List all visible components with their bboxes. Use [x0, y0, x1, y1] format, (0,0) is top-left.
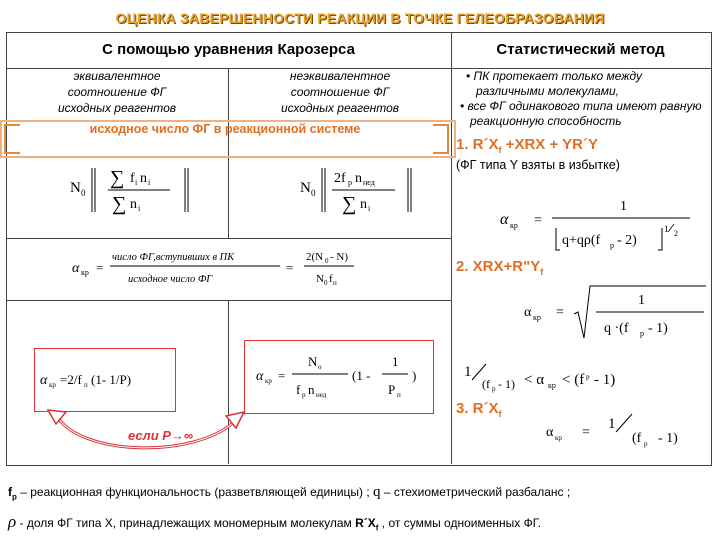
svg-text:): ) — [412, 368, 417, 383]
svg-text:исходное число ФГ: исходное число ФГ — [128, 274, 213, 285]
svg-text:р: р — [586, 373, 590, 381]
svg-text:α: α — [72, 261, 80, 276]
row-divider-1 — [6, 238, 451, 239]
initial-fg-label: исходное число ФГ в реакционной системе — [89, 122, 361, 136]
statistical-assumptions — [456, 69, 706, 129]
svg-text:кр: кр — [533, 313, 541, 322]
svg-text:кр: кр — [555, 434, 562, 442]
equivalent-line-1: эквивалентное — [73, 69, 161, 83]
svg-text:< α: < α — [524, 372, 545, 388]
case-3-heading: 3. $R´X_f$ — [456, 400, 502, 419]
case-3-formula — [540, 406, 710, 456]
svg-text:о: о — [318, 363, 322, 371]
svg-text:< (f: < (f — [562, 372, 585, 388]
svg-text:р: р — [610, 241, 614, 250]
svg-text:кр: кр — [265, 377, 272, 385]
svg-text:кр: кр — [548, 381, 556, 390]
svg-text:2(N: 2(N — [306, 251, 324, 263]
svg-text:i: i — [138, 204, 141, 213]
svg-text:=: = — [278, 368, 286, 383]
svg-text:п: п — [84, 381, 88, 389]
sum-symbol-bottom: ∑ — [112, 193, 127, 215]
svg-text:- 1): - 1) — [498, 377, 515, 391]
limit-label: если Р→∞ — [128, 428, 194, 443]
svg-text:i: i — [135, 178, 138, 187]
right-header — [451, 32, 710, 68]
svg-text:n: n — [360, 197, 367, 212]
column-divider — [451, 32, 452, 464]
svg-text:α: α — [546, 425, 554, 440]
svg-text:α: α — [40, 373, 48, 388]
svg-text:нед: нед — [316, 391, 327, 399]
nonequivalent-text — [230, 68, 450, 116]
svg-text:число ФГ,вступивших в ПК: число ФГ,вступивших в ПК — [112, 252, 235, 263]
svg-text:кр: кр — [510, 221, 518, 230]
svg-text:1: 1 — [664, 224, 669, 234]
svg-text:1: 1 — [392, 354, 399, 369]
case-1-note: (ФГ типа Y взяты в избытке) — [456, 158, 620, 172]
svg-text:=: = — [534, 213, 542, 228]
case-2-heading: 2. $XRX+R"Y_f$ — [456, 258, 544, 277]
svg-text:нед: нед — [363, 178, 375, 187]
svg-text:α: α — [256, 369, 264, 384]
svg-text:кр: кр — [81, 268, 89, 277]
initial-fg-bracket-left — [4, 124, 20, 154]
alpha-definition-formula — [72, 244, 432, 294]
svg-text:f: f — [329, 273, 333, 285]
case-2-formula — [520, 282, 710, 344]
footer-line-2: ρ - доля ФГ типа Х, принадлежащих мономерным молекулам $R´X_f$ , от суммы одноименных ФГ. — [8, 512, 542, 533]
nonequivalent-line-3: исходных реагентов — [280, 101, 400, 115]
svg-text:п: п — [397, 391, 401, 399]
svg-text:=: = — [582, 425, 590, 440]
svg-text:1: 1 — [608, 416, 616, 432]
svg-text:q ·(f: q ·(f — [604, 321, 629, 336]
svg-text:п: п — [333, 279, 337, 287]
svg-text:i: i — [368, 204, 371, 213]
n0-subscript: 0 — [81, 188, 86, 198]
nonequivalent-line-1: неэквивалентное — [289, 69, 391, 83]
svg-text:- 1): - 1) — [594, 372, 616, 388]
svg-text:1: 1 — [464, 364, 472, 380]
svg-text:(f: (f — [632, 431, 642, 446]
left-header-text: С помощью уравнения Карозерса — [102, 41, 355, 58]
svg-text:- 1): - 1) — [658, 431, 678, 446]
svg-text:=: = — [96, 260, 104, 275]
svg-text:р: р — [644, 440, 648, 448]
case-1-heading: 1. $R´X_f +XRX$ + YR´Y — [456, 136, 598, 155]
svg-text:0: 0 — [325, 257, 329, 265]
svg-text:- 2): - 2) — [617, 233, 637, 248]
case-1-formula — [490, 188, 710, 256]
equivalent-text — [8, 68, 226, 116]
assumption-2: • все ФГ одинакового типа имеют равную реакционную способность — [460, 99, 702, 128]
sum-symbol-top: ∑ — [110, 167, 125, 189]
svg-text:i: i — [148, 178, 151, 187]
svg-text:N: N — [308, 354, 318, 369]
svg-text:2: 2 — [674, 229, 678, 238]
svg-text:кр: кр — [49, 381, 56, 389]
svg-text:N: N — [316, 273, 324, 285]
svg-text:q+qρ(f: q+qρ(f — [562, 233, 601, 248]
nonequivalent-line-2: соотношение ФГ — [290, 85, 390, 99]
svg-text:0: 0 — [324, 279, 328, 287]
svg-text:1: 1 — [638, 293, 645, 308]
equivalent-line-2: соотношение ФГ — [67, 85, 167, 99]
right-header-text: Статистический метод — [496, 41, 665, 58]
carothers-equivalent-formula — [38, 360, 172, 400]
initial-fg-bracket-right — [433, 124, 449, 154]
footer-line-1: $f_р$ – реакционная функциональность (разветвляющей единицы) ; q – стехиометрический разбаланс ; — [8, 484, 571, 502]
svg-text:- N): - N) — [330, 251, 349, 263]
n0-equivalent-formula — [70, 160, 210, 220]
svg-text:N: N — [300, 180, 311, 196]
case-2-inequality — [456, 354, 710, 398]
svg-text:α: α — [524, 305, 532, 320]
svg-text:р: р — [640, 329, 644, 338]
n0-nonequivalent-formula — [300, 160, 440, 220]
svg-text:=: = — [286, 260, 294, 275]
svg-text:2f: 2f — [334, 171, 346, 186]
svg-text:n: n — [308, 382, 315, 397]
svg-text:- 1): - 1) — [648, 321, 668, 336]
svg-text:(f: (f — [482, 377, 490, 391]
carothers-nonequivalent-formula — [248, 344, 430, 408]
svg-text:р: р — [302, 391, 306, 399]
assumption-1: • ПК протекает только между различными молекулами, — [466, 69, 643, 98]
svg-text:∑: ∑ — [342, 193, 357, 215]
svg-text:P: P — [388, 382, 396, 397]
svg-text:(1- 1/P): (1- 1/P) — [91, 372, 132, 387]
equivalent-line-3: исходных реагентов — [57, 101, 177, 115]
svg-text:n: n — [355, 171, 362, 186]
svg-text:р: р — [348, 178, 352, 187]
svg-text:n: n — [130, 197, 137, 212]
svg-text:α: α — [500, 211, 509, 228]
svg-text:р: р — [492, 385, 496, 393]
left-header — [6, 32, 451, 68]
page-title: ОЦЕНКА ЗАВЕРШЕННОСТИ РЕАКЦИИ В ТОЧКЕ ГЕЛЕОБРАЗОВАНИЯ — [115, 10, 605, 26]
svg-text:n: n — [140, 171, 147, 186]
fi-ni: f — [130, 171, 135, 186]
svg-text:(1 -: (1 - — [352, 368, 371, 383]
svg-text:f: f — [296, 382, 301, 397]
svg-text:=: = — [556, 305, 564, 320]
n0-symbol: N — [70, 180, 81, 196]
svg-text:=2/f: =2/f — [60, 372, 82, 387]
svg-text:0: 0 — [311, 188, 316, 198]
svg-text:1: 1 — [620, 199, 627, 214]
